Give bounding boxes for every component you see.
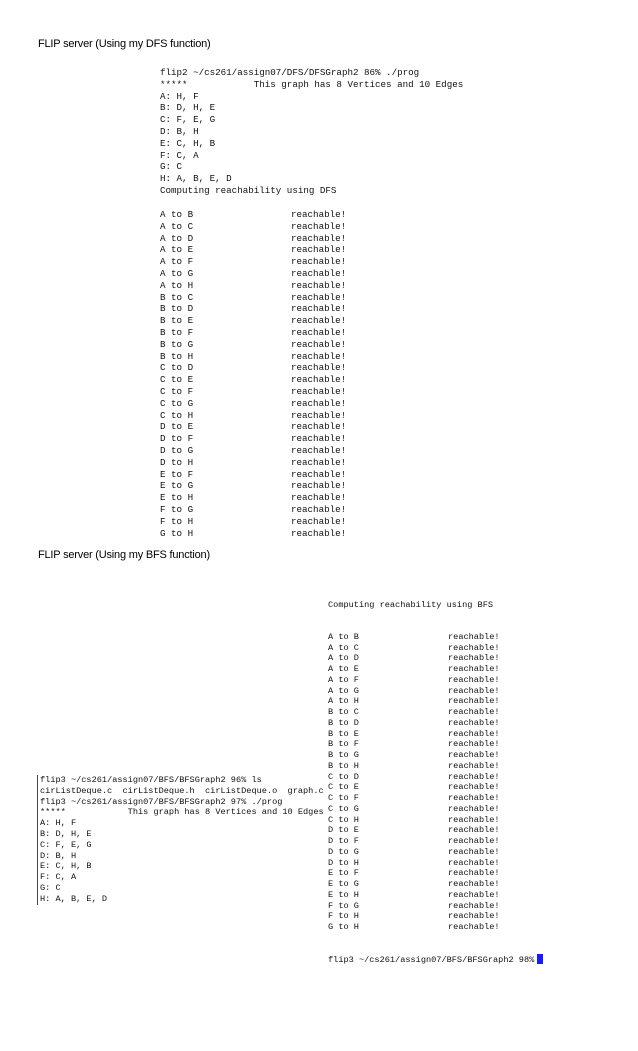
- vertex-pair: E to H: [328, 889, 359, 900]
- vertex-pair: A to H: [328, 696, 359, 707]
- terminal-line: D: B, H: [160, 125, 199, 137]
- terminal-line: A: H, F: [160, 90, 199, 102]
- reachability-result: reachable!: [448, 685, 500, 696]
- terminal-line: F: C, A: [160, 149, 199, 161]
- reachability-result: reachable!: [291, 256, 347, 268]
- vertex-pair: D to H: [328, 857, 359, 868]
- reachability-row: [160, 267, 347, 280]
- terminal-line: C: F, E, G: [40, 839, 92, 850]
- vertex-pair: D to F: [160, 433, 194, 445]
- terminal-line: E: C, H, B: [40, 861, 92, 872]
- reachability-result: reachable!: [448, 707, 500, 717]
- reachability-row: [160, 480, 347, 492]
- reachability-row: [160, 409, 347, 422]
- reachability-result: reachable!: [291, 385, 347, 397]
- reachability-result: reachable!: [291, 374, 347, 386]
- vertex-pair: B to C: [160, 291, 194, 303]
- reachability-row: [328, 718, 543, 729]
- vertex-pair: E to G: [160, 480, 194, 492]
- terminal-line: flip3 ~/cs261/assign07/BFS/BFSGraph2 96% ls: [40, 775, 262, 785]
- reachability-row: [328, 804, 543, 815]
- terminal-line: H: A, B, E, D: [40, 893, 108, 904]
- terminal-line: cirListDeque.c cirListDeque.h cirListDeque.o graph.c: [40, 785, 324, 796]
- vertex-pair: B to E: [328, 728, 359, 739]
- reachability-result: reachable!: [291, 303, 347, 315]
- vertex-pair: B to F: [160, 326, 194, 338]
- reachability-row: [328, 890, 543, 901]
- reachability-result: reachable!: [291, 209, 347, 220]
- reachability-result: reachable!: [448, 771, 500, 782]
- terminal-line: B: D, H, E: [160, 102, 216, 114]
- vertex-pair: G to H: [328, 922, 359, 932]
- bfs-left-terminal-output: [37, 775, 324, 905]
- reachability-result: reachable!: [291, 456, 347, 468]
- vertex-pair: C to D: [160, 362, 194, 374]
- reachability-result: reachable!: [448, 782, 500, 793]
- terminal-line: flip2 ~/cs261/assign07/DFS/DFSGraph2 86% ./prog: [160, 67, 420, 78]
- vertex-pair: A to C: [328, 642, 359, 653]
- reachability-result: reachable!: [291, 315, 347, 327]
- reachability-result: reachable!: [448, 879, 500, 889]
- reachability-row: [160, 209, 347, 221]
- reachability-result: reachable!: [291, 433, 347, 445]
- vertex-pair: F to H: [328, 911, 359, 922]
- reachability-row: [328, 664, 543, 675]
- vertex-pair: C to G: [328, 803, 359, 814]
- vertex-pair: D to F: [328, 836, 359, 846]
- terminal-line: H: A, B, E, D: [160, 173, 232, 185]
- reachability-row: [328, 707, 543, 718]
- reachability-result: reachable!: [448, 760, 500, 771]
- vertex-pair: G to H: [160, 527, 194, 539]
- vertex-pair: A to E: [328, 664, 359, 674]
- reachability-row: [160, 397, 347, 410]
- reachability-row: [328, 782, 543, 793]
- reachability-row: [160, 374, 347, 386]
- terminal-line: ***** This graph has 8 Vertices and 10 Edges: [160, 78, 464, 90]
- reachability-result: reachable!: [291, 362, 347, 374]
- terminal-line: D: B, H: [40, 850, 77, 861]
- reachability-result: reachable!: [448, 750, 500, 760]
- reachability-result: reachable!: [291, 515, 347, 527]
- reachability-result: reachable!: [291, 291, 347, 303]
- reachability-row: [160, 350, 347, 363]
- reachability-row: [328, 772, 543, 783]
- vertex-pair: A to C: [160, 220, 194, 232]
- reachability-row: [328, 868, 543, 879]
- vertex-pair: A to E: [160, 244, 194, 256]
- vertex-pair: B to G: [328, 750, 359, 760]
- vertex-pair: D to G: [328, 846, 359, 857]
- reachability-result: reachable!: [291, 338, 347, 350]
- reachability-row: [160, 515, 347, 528]
- reachability-result: reachable!: [448, 900, 500, 911]
- reachability-result: reachable!: [291, 503, 347, 515]
- reachability-result: reachable!: [291, 267, 347, 279]
- reachability-row: [328, 858, 543, 869]
- reachability-result: reachable!: [291, 350, 347, 362]
- bfs-prompt-text: flip3 ~/cs261/assign07/BFS/BFSGraph2 98%: [328, 955, 535, 966]
- vertex-pair: E to F: [328, 868, 359, 879]
- bfs-section-heading: FLIP server (Using my BFS function): [38, 549, 210, 561]
- reachability-result: reachable!: [448, 814, 500, 825]
- vertex-pair: C to H: [160, 409, 194, 421]
- reachability-row: [328, 911, 543, 922]
- vertex-pair: E to H: [160, 492, 194, 504]
- reachability-row: [328, 729, 543, 740]
- reachability-result: reachable!: [448, 653, 500, 664]
- vertex-pair: B to H: [328, 760, 359, 771]
- dfs-reachability-list: [160, 209, 347, 539]
- reachability-row: [328, 793, 543, 804]
- reachability-result: reachable!: [448, 803, 500, 814]
- bfs-reachability-list: [328, 632, 543, 933]
- reachability-result: reachable!: [291, 244, 347, 256]
- reachability-row: [160, 456, 347, 469]
- vertex-pair: F to H: [160, 515, 194, 527]
- reachability-result: reachable!: [448, 889, 500, 900]
- reachability-row: [328, 836, 543, 847]
- dfs-section-heading: FLIP server (Using my DFS function): [38, 38, 211, 50]
- reachability-row: [160, 444, 347, 457]
- reachability-result: reachable!: [291, 220, 347, 232]
- reachability-row: [160, 256, 347, 268]
- vertex-pair: E to F: [160, 468, 194, 480]
- reachability-row: [328, 815, 543, 826]
- reachability-result: reachable!: [448, 642, 500, 653]
- reachability-row: [328, 750, 543, 761]
- reachability-result: reachable!: [291, 232, 347, 244]
- reachability-row: [328, 739, 543, 750]
- terminal-cursor: [537, 954, 543, 964]
- vertex-pair: A to B: [328, 631, 359, 642]
- reachability-result: reachable!: [448, 696, 500, 707]
- reachability-row: [328, 696, 543, 707]
- vertex-pair: A to G: [160, 267, 194, 279]
- terminal-line: A: H, F: [40, 818, 77, 829]
- reachability-row: [328, 847, 543, 858]
- vertex-pair: C to G: [160, 397, 194, 409]
- reachability-row: [160, 385, 347, 398]
- terminal-line: G: C: [40, 882, 61, 893]
- reachability-row: [160, 303, 347, 315]
- vertex-pair: A to F: [160, 256, 194, 268]
- reachability-row: [328, 653, 543, 664]
- terminal-line: flip3 ~/cs261/assign07/BFS/BFSGraph2 97% ./prog: [40, 796, 283, 807]
- reachability-row: [328, 675, 543, 686]
- vertex-pair: C to E: [328, 782, 359, 793]
- reachability-result: reachable!: [291, 397, 347, 409]
- reachability-result: reachable!: [448, 846, 500, 857]
- reachability-row: [160, 421, 347, 433]
- terminal-line: G: C: [160, 161, 183, 173]
- vertex-pair: C to D: [328, 771, 359, 782]
- reachability-row: [160, 315, 347, 327]
- reachability-result: reachable!: [448, 728, 500, 739]
- vertex-pair: D to H: [160, 456, 194, 468]
- vertex-pair: F to G: [328, 900, 359, 911]
- vertex-pair: E to G: [328, 879, 359, 889]
- reachability-row: [328, 825, 543, 836]
- reachability-row: [160, 492, 347, 504]
- vertex-pair: B to C: [328, 707, 359, 717]
- reachability-result: reachable!: [291, 444, 347, 456]
- reachability-row: [160, 291, 347, 304]
- reachability-result: reachable!: [291, 480, 347, 492]
- reachability-result: reachable!: [448, 922, 500, 932]
- vertex-pair: B to G: [160, 338, 194, 350]
- vertex-pair: C to E: [160, 374, 194, 386]
- vertex-pair: A to D: [160, 232, 194, 244]
- reachability-row: [160, 338, 347, 351]
- reachability-result: reachable!: [448, 717, 500, 728]
- reachability-row: [160, 468, 347, 481]
- reachability-row: [328, 879, 543, 890]
- bfs-reachability-header: Computing reachability using BFS: [328, 599, 494, 610]
- reachability-result: reachable!: [291, 527, 347, 539]
- reachability-row: [160, 433, 347, 445]
- vertex-pair: C to H: [328, 814, 359, 825]
- reachability-row: [160, 527, 347, 540]
- vertex-pair: F to G: [160, 503, 194, 515]
- terminal-line: Computing reachability using DFS: [160, 184, 337, 196]
- vertex-pair: A to G: [328, 685, 359, 696]
- reachability-result: reachable!: [448, 911, 500, 922]
- reachability-row: [328, 686, 543, 697]
- terminal-line: B: D, H, E: [40, 828, 92, 839]
- vertex-pair: A to D: [328, 653, 359, 664]
- vertex-pair: B to E: [160, 315, 194, 327]
- vertex-pair: D to E: [328, 825, 359, 836]
- vertex-pair: D to G: [160, 444, 194, 456]
- reachability-row: [328, 643, 543, 654]
- vertex-pair: A to H: [160, 279, 194, 291]
- reachability-result: reachable!: [448, 631, 500, 642]
- vertex-pair: B to F: [328, 739, 359, 750]
- reachability-row: [160, 279, 347, 292]
- reachability-result: reachable!: [448, 739, 500, 750]
- reachability-result: reachable!: [448, 857, 500, 868]
- dfs-terminal-output: [160, 67, 463, 197]
- reachability-result: reachable!: [448, 793, 500, 803]
- vertex-pair: B to H: [160, 350, 194, 362]
- reachability-result: reachable!: [291, 492, 347, 504]
- terminal-line: E: C, H, B: [160, 137, 216, 149]
- reachability-row: [328, 761, 543, 772]
- bfs-right-terminal-output: [328, 578, 543, 977]
- reachability-row: [160, 326, 347, 339]
- reachability-result: reachable!: [448, 825, 500, 836]
- bfs-prompt-line[interactable]: [328, 954, 543, 966]
- vertex-pair: B to D: [328, 717, 359, 728]
- reachability-row: [160, 244, 347, 256]
- reachability-row: [160, 220, 347, 233]
- terminal-line: ***** This graph has 8 Vertices and 10 Edges: [40, 807, 324, 818]
- reachability-row: [160, 232, 347, 245]
- reachability-result: reachable!: [291, 326, 347, 338]
- reachability-result: reachable!: [448, 664, 500, 674]
- reachability-row: [160, 362, 347, 374]
- reachability-result: reachable!: [291, 468, 347, 480]
- vertex-pair: A to F: [328, 674, 359, 685]
- vertex-pair: C to F: [160, 385, 194, 397]
- reachability-result: reachable!: [448, 674, 500, 685]
- reachability-result: reachable!: [448, 836, 500, 846]
- reachability-result: reachable!: [291, 409, 347, 421]
- reachability-result: reachable!: [448, 868, 500, 879]
- reachability-row: [160, 503, 347, 516]
- reachability-result: reachable!: [291, 421, 347, 433]
- terminal-line: C: F, E, G: [160, 114, 216, 126]
- reachability-row: [328, 632, 543, 643]
- reachability-row: [328, 922, 543, 933]
- vertex-pair: B to D: [160, 303, 194, 315]
- reachability-result: reachable!: [291, 279, 347, 291]
- terminal-line: F: C, A: [40, 872, 77, 883]
- vertex-pair: C to F: [328, 793, 359, 803]
- reachability-row: [328, 901, 543, 912]
- vertex-pair: A to B: [160, 209, 194, 220]
- vertex-pair: D to E: [160, 421, 194, 433]
